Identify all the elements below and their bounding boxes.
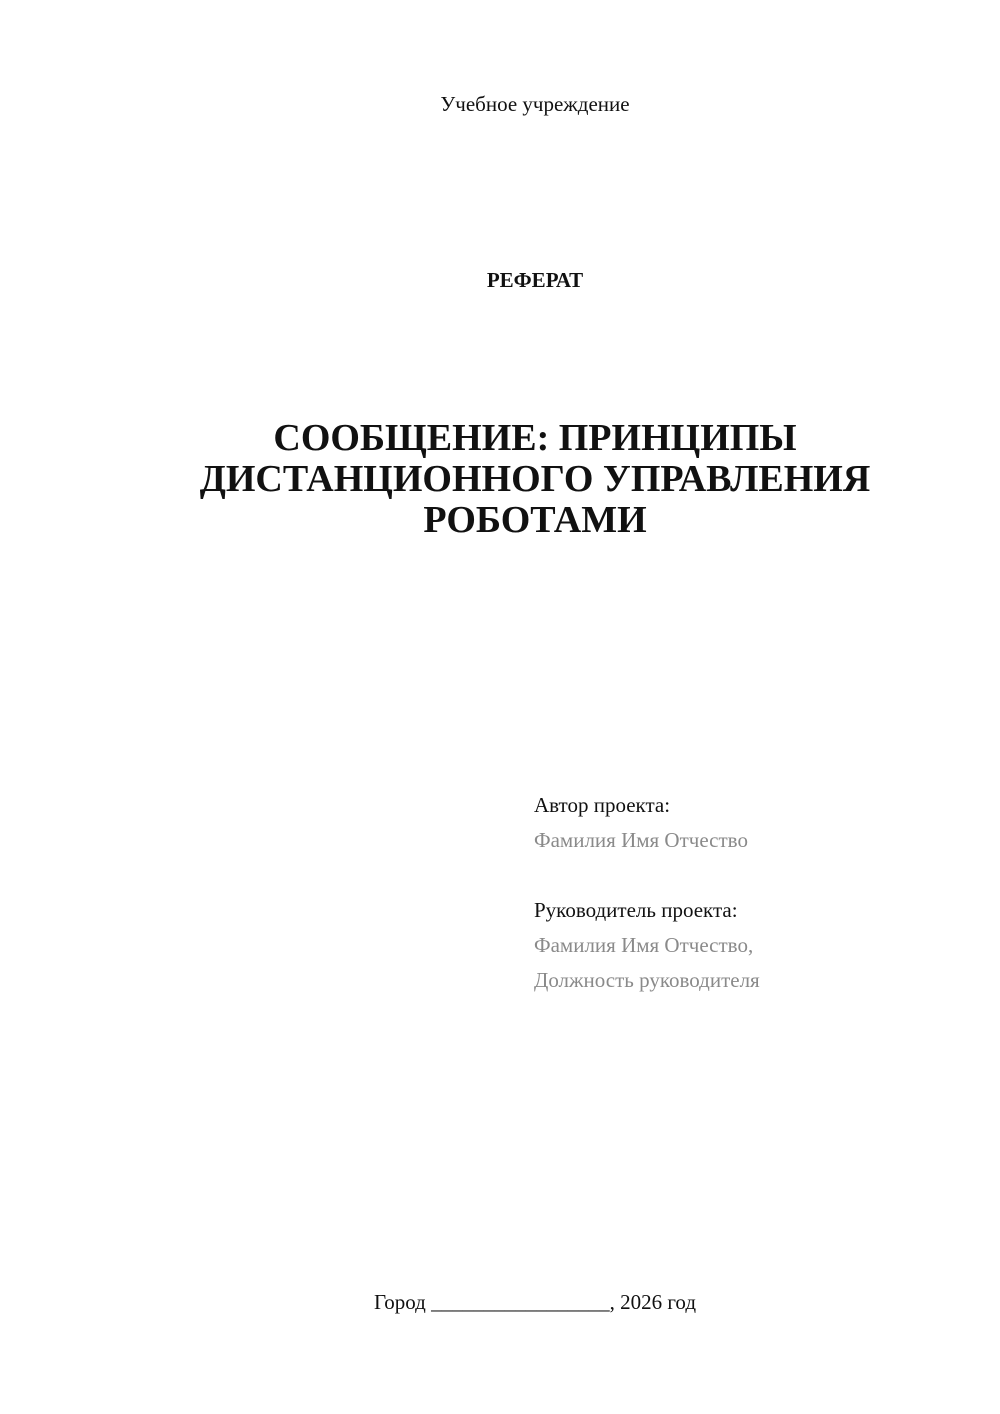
title-line-2: ДИСТАНЦИОННОГО УПРАВЛЕНИЯ [199,458,871,500]
institution-name: Учебное учреждение [440,92,630,116]
supervisor-name: Фамилия Имя Отчество, [534,933,754,957]
credits-spacer [534,858,974,893]
city-year-line: Город _________________, 2026 год [373,1290,697,1314]
author-label: Автор проекта: [534,793,671,817]
title-line-1: СООБЩЕНИЕ: ПРИНЦИПЫ [273,417,797,459]
author-name: Фамилия Имя Отчество [534,828,748,852]
title-line-3: РОБОТАМИ [423,499,647,541]
supervisor-position: Должность руководителя [534,968,760,992]
credits-block [534,788,974,998]
supervisor-label: Руководитель проекта: [534,898,738,922]
document-title [160,418,910,541]
document-type: РЕФЕРАТ [486,268,584,292]
